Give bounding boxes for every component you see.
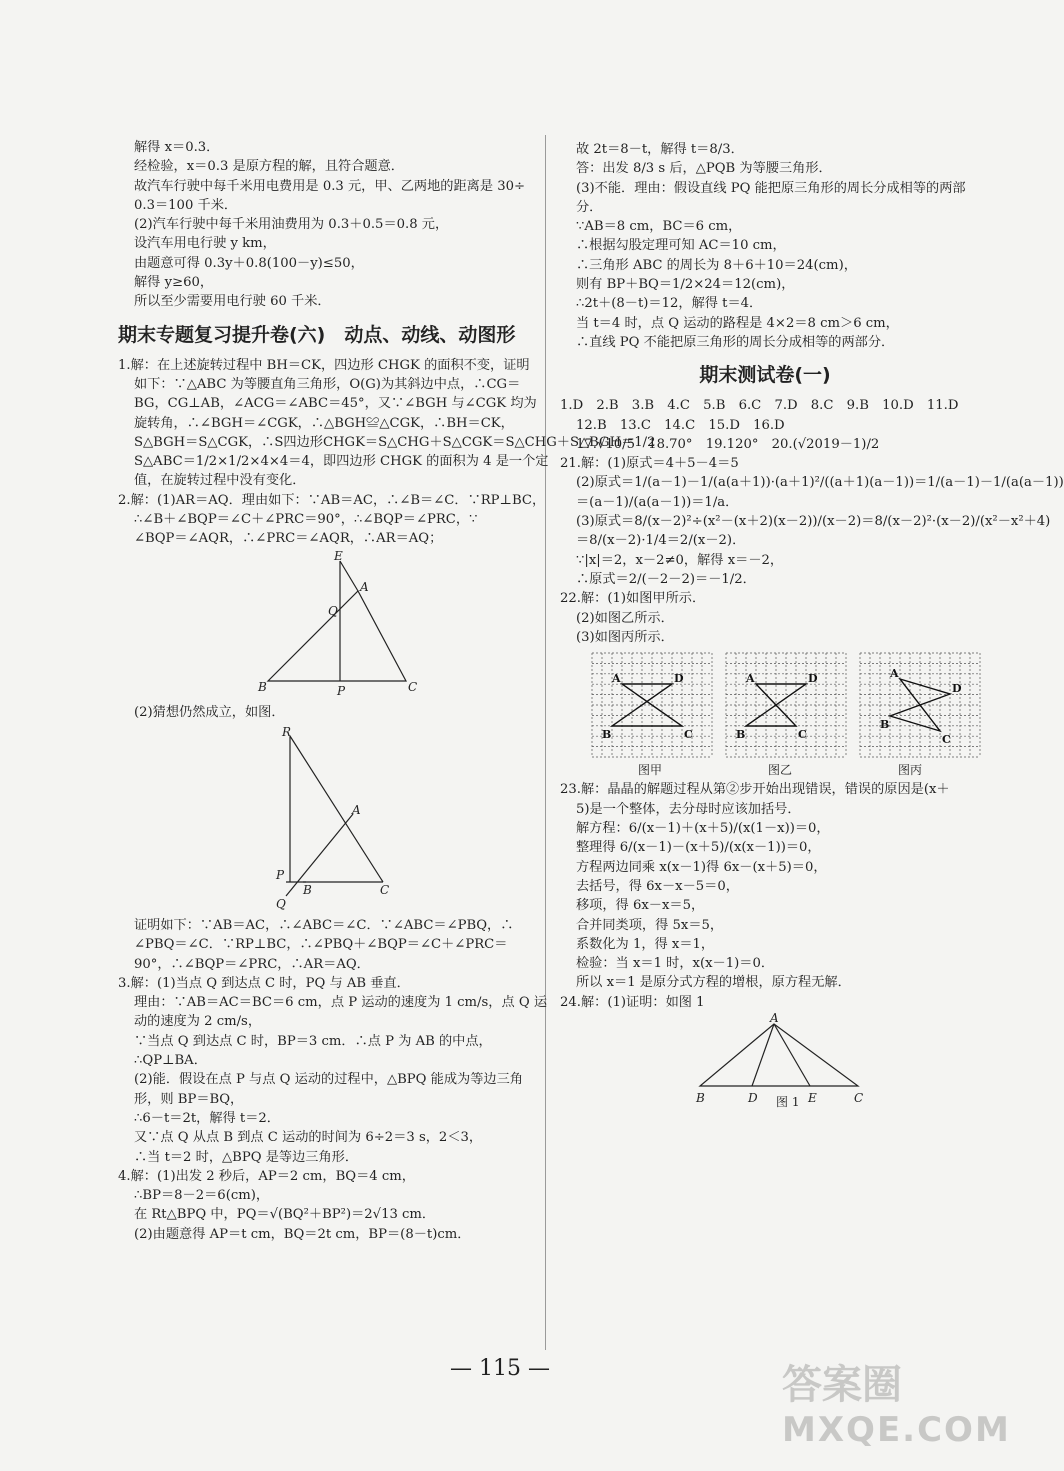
- r-q22-line: (2)如图乙所示．: [576, 610, 674, 626]
- grid-figure-bing: [858, 651, 982, 761]
- r-q4-line: ∴根据勾股定理可知 AC＝10 cm，: [576, 238, 786, 254]
- grid-vertex-label: D: [808, 672, 818, 686]
- figure-triangle-1: [258, 548, 448, 701]
- question-23: [560, 780, 970, 992]
- question-4-continued: [560, 140, 970, 352]
- r-q4-line: 当 t＝4 时，点 Q 运动的路程是 4×2＝8 cm＞6 cm，: [576, 315, 899, 331]
- r-q23-line: 解方程：6/(x－1)＋(x＋5)/(x(1－x))＝0，: [576, 821, 830, 837]
- l-top-line: (2)汽车行驶中每千米用油费用为 0.3＋0.5＝0.8 元，: [134, 217, 449, 233]
- l-q3-line: 形，则 BP＝BQ，: [134, 1091, 244, 1107]
- r-q21-line: ∴原式＝2/(－2－2)＝－1/2．: [576, 571, 756, 587]
- l-q3-line: 理由：∵AB＝AC＝BC＝6 cm，点 P 运动的速度为 1 cm/s，点 Q 运: [134, 995, 548, 1011]
- fig2-label-b: B: [303, 882, 312, 897]
- fig2-label-p: P: [276, 867, 285, 882]
- r-q23-line: 5)是一个整体，去分母时应该加括号．: [576, 801, 801, 817]
- grid-figure-yi: [724, 651, 848, 761]
- r-q23-line: 整理得 6/(x－1)－(x＋5)/(x(x－1))＝0，: [576, 840, 821, 856]
- r-q23-line: 方程两边同乘 x(x－1)得 6x－(x＋5)＝0，: [576, 859, 827, 875]
- grid-vertex-label: D: [674, 672, 684, 686]
- l-q1-line: S△ABC＝1/2×1/2×4×4＝4，即四边形 CHGK 的面积为 4 是一个定: [134, 454, 549, 470]
- grid-vertex-label: B: [880, 718, 890, 732]
- grid-captions: [590, 761, 970, 780]
- grid-vertex-label: A: [746, 672, 755, 686]
- r-q22-line: (3)如图丙所示．: [576, 629, 674, 645]
- fig2-label-q: Q: [276, 896, 286, 911]
- l-q1-line: S△BGH＝S△CGK，∴S四边形CHGK＝S△CHG＋S△CGK＝S△CHG＋S△BGH＝1/2: [134, 434, 656, 450]
- fig24-label-a: A: [770, 1010, 779, 1025]
- fig1-label-a: A: [360, 579, 369, 594]
- grid-vertex-label: A: [612, 672, 621, 686]
- l-q4-line: ∴BP＝8－2＝6(cm)，: [134, 1188, 270, 1204]
- figure-24-1: [690, 1010, 890, 1109]
- answer-key: [560, 396, 970, 454]
- fig24-label-d: D: [748, 1090, 758, 1105]
- question-2: [118, 491, 546, 549]
- l-q2proof-line: ∠PBQ＝∠C．∵RP⊥BC，∴∠PBQ＋∠BQP＝∠C＋∠PRC＝: [134, 937, 508, 953]
- question-22: [560, 589, 970, 647]
- l-q1-line: 值，在旋转过程中没有变化．: [134, 473, 306, 489]
- q2-proof: [118, 916, 538, 974]
- r-ans-line: 12.B 13.C 14.C 15.D 16.D: [576, 417, 785, 433]
- r-q21-line: ＝8/(x－2)·1/4＝2/(x－2)．: [576, 533, 746, 549]
- watermark-logo: [782, 1353, 1011, 1463]
- r-q21-line: (3)原式＝8/(x－2)²÷(x²－(x＋2)(x－2))/(x－2)＝8/(x－2)²·(x－2)/(x²－x²＋4): [576, 514, 1051, 530]
- l-top-line: 解得 y≥60，: [134, 275, 214, 291]
- l-q1-line: 旋转角，∴∠BGH＝∠CGK，∴△BGH≌△CGK，∴BH＝CK，: [134, 415, 514, 431]
- r-ans-line: 17.√10/5 18.70° 19.120° 20.(√2019－1)/2: [576, 436, 880, 452]
- r-q4-line: (3)不能．理由：假设直线 PQ 能把原三角形的周长分成相等的两部: [576, 180, 966, 196]
- r-q23-line: 23.解：晶晶的解题过程从第②步开始出现错误，错误的原因是(x＋: [560, 782, 950, 798]
- question-4: [118, 1167, 538, 1244]
- l-q4-line: 4.解：(1)出发 2 秒后，AP＝2 cm，BQ＝4 cm，: [118, 1168, 415, 1184]
- r-q21-line: ＝(a－1)/(a(a－1))＝1/a．: [576, 494, 739, 510]
- question-21: [560, 454, 1064, 589]
- section-heading-6: 期末专题复习提升卷(六) 动点、动线、动图形: [118, 323, 516, 346]
- r-q23-line: 检验：当 x＝1 时，x(x－1)＝0．: [576, 956, 775, 972]
- l-q3-line: 3.解：(1)当点 Q 到达点 C 时，PQ 与 AB 垂直．: [118, 975, 410, 991]
- l-top-line: 故汽车行驶中每千米用电费用是 0.3 元，甲、乙两地的距离是 30÷: [134, 178, 526, 194]
- fig1-label-e: E: [334, 548, 343, 563]
- grid-vertex-label: C: [942, 733, 951, 747]
- r-q21-line: ∵|x|＝2，x－2≠0，解得 x＝－2，: [576, 552, 784, 568]
- r-q23-line: 合并同类项，得 5x＝5，: [576, 917, 724, 933]
- l-q2-line: ∴∠B＋∠BQP＝∠C＋∠PRC＝90°，∴∠BQP＝∠PRC，∵: [134, 512, 478, 528]
- l-q3-line: ∴当 t＝2 时，△BPQ 是等边三角形．: [134, 1149, 359, 1165]
- r-q23-line: 所以 x＝1 是原分式方程的增根，原方程无解．: [576, 975, 851, 991]
- l-q4-line: 在 Rt△BPQ 中，PQ＝√(BQ²＋BP²)＝2√13 cm．: [134, 1207, 436, 1223]
- l-q3-line: ∴6－t＝2t，解得 t＝2．: [134, 1110, 280, 1126]
- right-column: [560, 140, 1064, 1111]
- l-q2-line: ∠BQP＝∠AQR，∴∠PRC＝∠AQR，∴AR＝AQ；: [134, 531, 443, 547]
- grid-vertex-label: B: [602, 728, 612, 742]
- column-divider: [545, 135, 546, 1350]
- watermark-line-2: MXQE.COM: [782, 1410, 1011, 1450]
- r-q4-line: 故 2t＝8－t，解得 t＝8/3．: [576, 142, 744, 157]
- r-q4-line: ∴2t＋(8－t)＝12，解得 t＝4．: [576, 296, 763, 312]
- l-q3-line: (2)能．假设在点 P 与点 Q 运动的过程中，△BPQ 能成为等边三角: [134, 1072, 523, 1088]
- caption-yi: 图乙: [767, 763, 792, 778]
- question-24: [560, 993, 970, 1012]
- caption-bing: 图丙: [897, 763, 922, 778]
- fig24-label-b: B: [696, 1090, 705, 1105]
- l-top-line: 解得 x＝0.3．: [134, 140, 220, 155]
- grid-vertex-label: C: [684, 728, 693, 742]
- r-q21-line: (2)原式＝1/(a－1)－1/(a(a＋1))·(a＋1)²/((a＋1)(a－1))＝1/(a－1)－1/(a(a－1)): [576, 475, 1064, 491]
- grid-figure-jia: [590, 651, 714, 761]
- grid-vertex-label: C: [798, 728, 807, 742]
- r-q23-line: 移项，得 6x－x＝5，: [576, 898, 705, 914]
- r-q23-line: 去括号，得 6x－x－5＝0，: [576, 878, 739, 894]
- fig1-label-b: B: [258, 679, 267, 694]
- fig2-label-c: C: [380, 882, 390, 897]
- fig24-caption: 图 1: [776, 1094, 800, 1109]
- l-q2proof-line: 证明如下：∵AB＝AC，∴∠ABC＝∠C．∵∠ABC＝∠PBQ，∴: [134, 917, 514, 933]
- l-top-line: 经检验，x＝0.3 是原方程的解，且符合题意．: [134, 159, 404, 175]
- r-q4-line: ∵AB＝8 cm，BC＝6 cm，: [576, 219, 742, 235]
- r-q24-line: 24.解：(1)证明：如图 1: [560, 994, 705, 1010]
- q2-part2: (2)猜想仍然成立，如图．: [134, 704, 285, 720]
- caption-jia: 图甲: [637, 763, 662, 778]
- l-top-line: 由题意可得 0.3y＋0.8(100－y)≤50，: [134, 255, 364, 271]
- question-3: [118, 974, 548, 1167]
- fig24-label-e: E: [808, 1090, 817, 1105]
- fig2-label-a: A: [352, 802, 361, 817]
- l-q1-line: 如下：∵△ABC 为等腰直角三角形，O(G)为其斜边中点，∴CG＝: [134, 376, 521, 392]
- watermark-line-1: 答案圈: [782, 1362, 902, 1408]
- grid-vertex-label: B: [736, 728, 746, 742]
- section-heading-test-1: 期末测试卷(一): [699, 364, 831, 387]
- l-q3-line: 动的速度为 2 cm/s，: [134, 1014, 261, 1030]
- r-q22-line: 22.解：(1)如图甲所示．: [560, 591, 706, 607]
- l-q3-line: ∴QP⊥BA．: [134, 1053, 207, 1069]
- l-q3-line: ∵当点 Q 到达点 C 时，BP＝3 cm．∴点 P 为 AB 的中点，: [134, 1033, 492, 1049]
- r-q23-line: 系数化为 1，得 x＝1，: [576, 936, 715, 952]
- r-ans-line: 1.D 2.B 3.B 4.C 5.B 6.C 7.D 8.C 9.B 10.D 11.D: [560, 398, 959, 414]
- l-q2proof-line: 90°，∴∠BQP＝∠PRC，∴AR＝AQ．: [134, 956, 370, 972]
- l-q1-line: BG，CG⊥AB，∠ACG＝∠ABC＝45°，又∵∠BGH 与∠CGK 均为: [134, 396, 537, 412]
- grid-vertex-label: D: [952, 682, 962, 696]
- fig1-label-q: Q: [328, 603, 338, 618]
- l-top-line: 0.3＝100 千米．: [134, 197, 238, 213]
- r-q4-line: 则有 BP＋BQ＝1/2×24＝12(cm)，: [576, 277, 795, 293]
- fig2-label-r: R: [282, 724, 292, 739]
- r-q4-line: ∴三角形 ABC 的周长为 8＋6＋10＝24(cm)，: [576, 257, 857, 273]
- page-number: — 115 —: [450, 1356, 550, 1381]
- fig1-label-c: C: [408, 679, 418, 694]
- r-q4-line: ∴直线 PQ 不能把原三角形的周长分成相等的两部分．: [576, 334, 895, 350]
- grid-figures: [590, 651, 970, 761]
- l-top-line: 所以至少需要用电行驶 60 千米．: [134, 294, 331, 310]
- r-q4-line: 分．: [576, 199, 603, 215]
- grid-vertex-label: A: [890, 667, 899, 681]
- l-q2-line: 2.解：(1)AR＝AQ．理由如下：∵AB＝AC，∴∠B＝∠C．∵RP⊥BC，: [118, 492, 546, 508]
- l-q3-line: 又∵点 Q 从点 B 到点 C 运动的时间为 6÷2＝3 s，2＜3，: [134, 1130, 483, 1146]
- l-q1-line: 1.解：在上述旋转过程中 BH＝CK，四边形 CHGK 的面积不变，证明: [118, 357, 530, 373]
- solution-block-top: [118, 138, 538, 312]
- l-q4-line: (2)由题意得 AP＝t cm，BQ＝2t cm，BP＝(8－t)cm．: [134, 1226, 471, 1242]
- fig24-label-c: C: [854, 1090, 864, 1105]
- r-q21-line: 21.解：(1)原式＝4＋5－4＝5: [560, 456, 739, 472]
- r-q4-line: 答：出发 8/3 s 后，△PQB 为等腰三角形．: [576, 161, 832, 177]
- l-top-line: 设汽车用电行驶 y km，: [134, 236, 276, 252]
- figure-triangle-2: [268, 724, 458, 914]
- fig1-label-p: P: [337, 683, 346, 698]
